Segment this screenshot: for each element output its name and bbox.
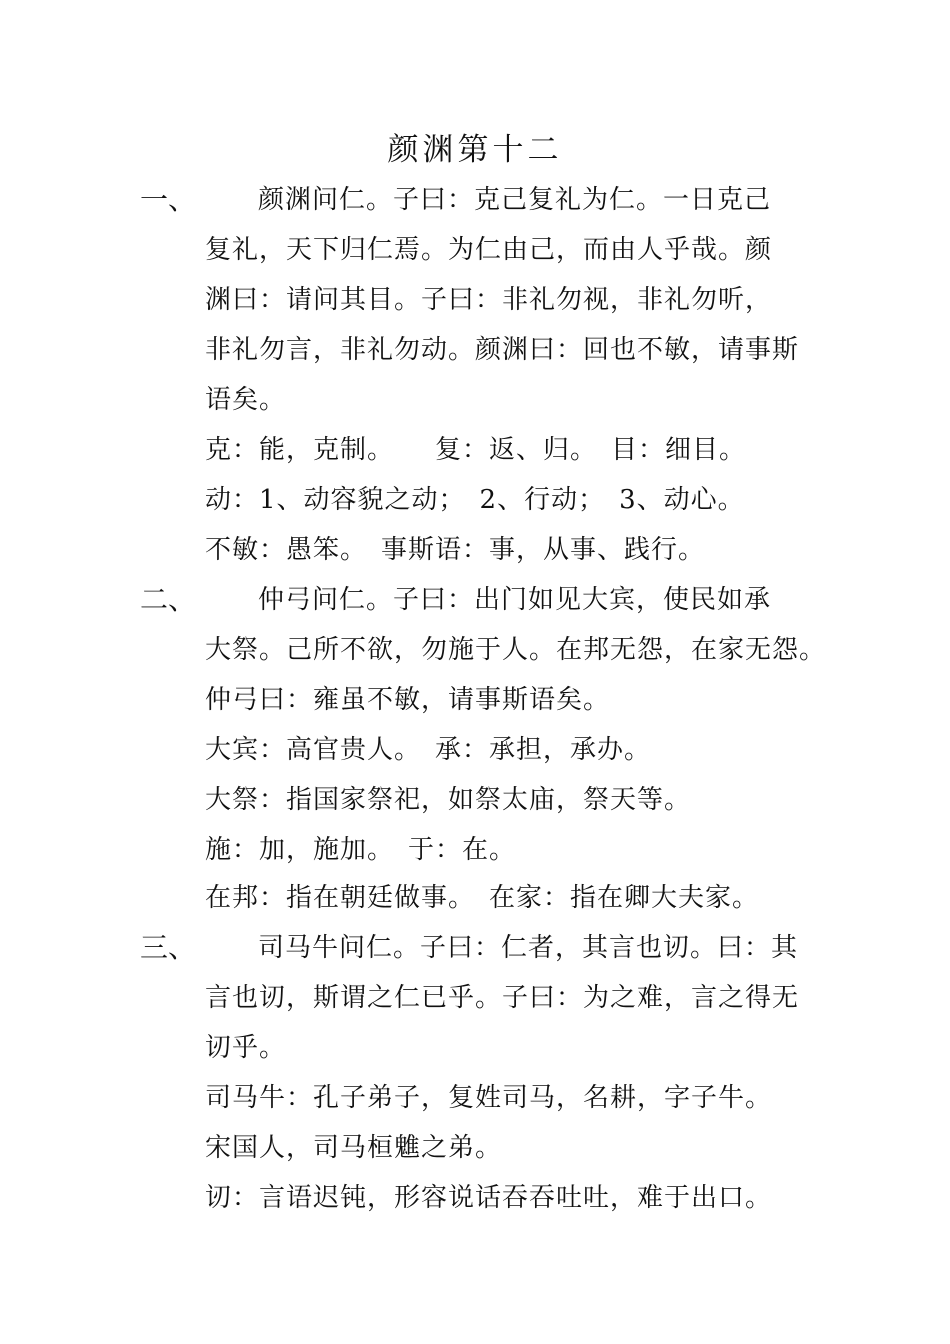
- chapter-title: 颜渊第十二: [387, 132, 563, 168]
- section-1-text-line-4: 非礼勿言，非礼勿动。颜渊曰：回也不敏，请事斯: [205, 335, 800, 365]
- section-3-text-line-1: 司马牛问仁。子曰：仁者，其言也讱。曰：其: [258, 933, 799, 963]
- section-2-note-2: 大祭：指国家祭祀，如祭太庙，祭天等。: [205, 785, 692, 815]
- section-1-text-line-2: 复礼，天下归仁焉。为仁由己，而由人乎哉。颜: [205, 235, 773, 265]
- section-3-text-line-3: 讱乎。: [205, 1033, 287, 1063]
- section-marker-3: 三、: [140, 931, 197, 964]
- section-3-note-1: 司马牛：孔子弟子，复姓司马，名耕，字子牛。: [205, 1083, 773, 1113]
- section-1-note-2: 动：1、动容貌之动； 2、行动； 3、动心。: [205, 485, 745, 515]
- section-2-note-4: 在邦：指在朝廷做事。 在家：指在卿大夫家。: [205, 883, 760, 913]
- section-2-text-line-1: 仲弓问仁。子曰：出门如见大宾，使民如承: [258, 585, 772, 615]
- section-1-text-line-1: 颜渊问仁。子曰：克己复礼为仁。一日克己: [258, 185, 772, 215]
- section-3-note-2: 宋国人，司马桓魋之弟。: [205, 1133, 503, 1163]
- section-1-text-line-3: 渊曰：请问其目。子曰：非礼勿视，非礼勿听，: [205, 285, 773, 315]
- section-3-text-line-2: 言也讱，斯谓之仁已乎。子曰：为之难，言之得无: [205, 983, 800, 1013]
- section-3-note-3: 讱：言语迟钝，形容说话吞吞吐吐，难于出口。: [205, 1183, 773, 1213]
- section-2-note-3: 施：加，施加。 于：在。: [205, 835, 517, 865]
- section-2-text-line-3: 仲弓曰：雍虽不敏，请事斯语矣。: [205, 685, 611, 715]
- section-2-text-line-2: 大祭。己所不欲，勿施于人。在邦无怨，在家无怨。: [205, 635, 827, 665]
- section-marker-1: 一、: [140, 183, 197, 216]
- section-1-note-1: 克：能，克制。 复：返、归。 目：细目。: [205, 435, 747, 465]
- section-1-note-3: 不敏：愚笨。 事斯语：事，从事、践行。: [205, 535, 706, 565]
- section-2-note-1: 大宾：高官贵人。 承：承担，承办。: [205, 735, 652, 765]
- section-1-text-line-5: 语矣。: [205, 385, 287, 415]
- section-marker-2: 二、: [140, 583, 197, 616]
